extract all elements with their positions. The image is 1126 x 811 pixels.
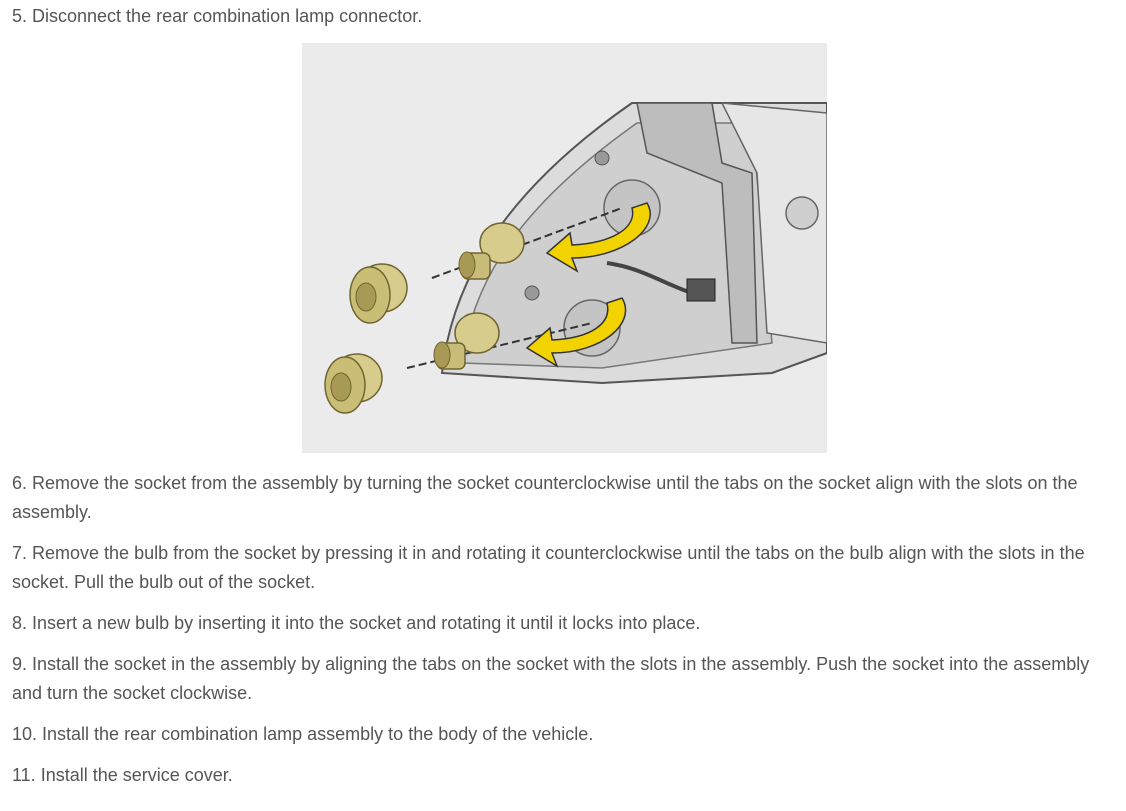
step-6: 6. Remove the socket from the assembly by turning the socket counterclockwise until the tabs on the socket align with the slots on the assembly.: [12, 473, 1078, 522]
lamp-assembly-drawing: [302, 43, 827, 453]
lamp-socket-illustration: [302, 43, 827, 453]
step-9: 9. Install the socket in the assembly by aligning the tabs on the socket with the slots in the assembly. Push the socket into the assembly and turn the socket clockwise.: [12, 654, 1090, 703]
figure-container: [12, 43, 1116, 453]
screw-lower: [525, 286, 539, 300]
step-7: 7. Remove the bulb from the socket by pressing it in and rotating it counterclockwise until the tabs on the bulb align with the slots in the socket. Pull the bulb out of the socket.: [12, 543, 1085, 592]
connector: [687, 279, 715, 301]
step-10: 10. Install the rear combination lamp assembly to the body of the vehicle.: [12, 724, 594, 744]
instruction-page: [12, 0, 1116, 790]
mount-hole: [786, 197, 818, 229]
upper-socket-removed: [350, 264, 407, 323]
step-5: 5. Disconnect the rear combination lamp connector.: [12, 6, 423, 26]
step-8: 8. Insert a new bulb by inserting it into the socket and rotating it until it locks into place.: [12, 613, 701, 633]
lower-socket-removed: [325, 354, 382, 413]
step-11: 11. Install the service cover.: [12, 765, 233, 785]
screw-upper: [595, 151, 609, 165]
